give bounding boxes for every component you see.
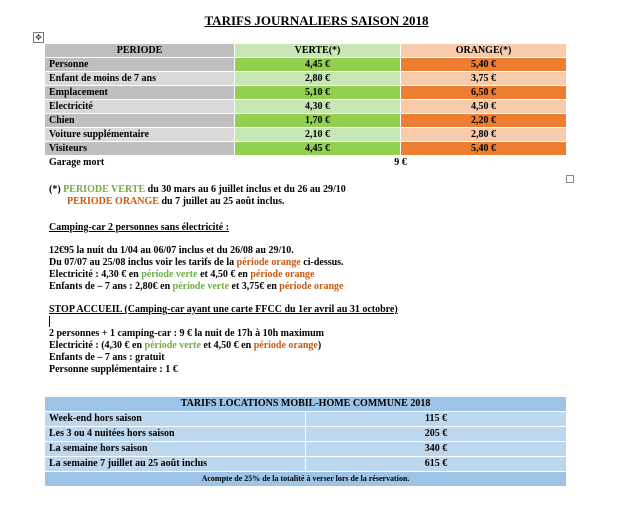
row-price: 340 € [306, 442, 567, 457]
page-title: TARIFS JOURNALIERS SAISON 2018 [204, 13, 429, 28]
rates-header-row [45, 44, 567, 58]
camping-car-line-1: 12€95 la nuit du 1/04 au 06/07 inclus et du 26/08 au 29/10. [49, 245, 294, 256]
periode-orange-ref: période orange [253, 340, 318, 351]
stop-accueil-line-3: Enfants de – 7 ans : gratuit [49, 352, 165, 363]
verte-price: 4,45 € [235, 58, 401, 72]
garage-label: Garage mort [45, 156, 235, 170]
row-price: 615 € [306, 457, 567, 472]
table-row [45, 427, 567, 442]
table-row [45, 142, 567, 156]
table-row [45, 412, 567, 427]
row-label: La semaine 7 juillet au 25 août inclus [45, 457, 306, 472]
camping-car-line-2 [49, 257, 344, 269]
text: Du 07/07 au 25/08 inclus voir les tarifs de la [49, 257, 237, 268]
periode-verte-label: PERIODE VERTE [63, 184, 146, 195]
row-label: Emplacement [45, 86, 235, 100]
text: ci-dessus. [300, 257, 344, 268]
row-label: Enfant de moins de 7 ans [45, 72, 235, 86]
table-row [45, 128, 567, 142]
header-periode: PERIODE [45, 44, 235, 58]
periode-orange-ref: période orange [279, 281, 344, 292]
row-price: 205 € [306, 427, 567, 442]
verte-price: 5,10 € [235, 86, 401, 100]
row-label: Visiteurs [45, 142, 235, 156]
table-row [45, 58, 567, 72]
stop-accueil-line-2 [49, 340, 321, 352]
camping-car-line-3 [49, 269, 315, 281]
garage-row [45, 156, 567, 170]
header-orange: ORANGE(*) [401, 44, 567, 58]
periode-orange-dates: du 7 juillet au 25 août inclus. [158, 196, 285, 207]
text: et 4,50 € en [200, 340, 254, 351]
stop-accueil-heading: STOP ACCUEIL (Camping-car ayant une carte FFCC du 1er avril au 31 octobre) [49, 304, 398, 315]
row-label: Chien [45, 114, 235, 128]
table-row [45, 72, 567, 86]
text: Enfants de – 7 ans : 2,80€ en [49, 281, 173, 292]
table-resize-handle[interactable] [566, 175, 574, 183]
periode-orange-ref: période orange [250, 269, 315, 280]
deposit-note: Acompte de 25% de la totalité à verser lors de la réservation. [45, 472, 567, 487]
row-label: Personne [45, 58, 235, 72]
table-row [45, 86, 567, 100]
periode-orange-label: PERIODE ORANGE [67, 196, 159, 207]
verte-price: 1,70 € [235, 114, 401, 128]
text-cursor [49, 316, 50, 327]
table-row [45, 457, 567, 472]
period-prefix: (*) [49, 184, 64, 195]
row-label: Les 3 ou 4 nuitées hors saison [45, 427, 306, 442]
text: et 4,50 € en [197, 269, 251, 280]
mobil-home-footer-row [45, 472, 567, 487]
text: ) [317, 340, 322, 351]
periode-verte-dates: du 30 mars au 6 juillet inclus et du 26 au 29/10 [145, 184, 346, 195]
header-verte: VERTE(*) [235, 44, 401, 58]
mobil-home-table [44, 396, 567, 487]
text: Electricité : 4,30 € en [49, 269, 142, 280]
daily-rates-table [44, 43, 567, 170]
stop-accueil-line-1: 2 personnes + 1 camping-car : 9 € la nuit de 17h à 10h maximum [49, 328, 324, 339]
orange-price: 2,80 € [401, 128, 567, 142]
row-label: La semaine hors saison [45, 442, 306, 457]
periode-orange-ref: période orange [236, 257, 301, 268]
mobil-home-header-row [45, 397, 567, 412]
garage-price: 9 € [235, 156, 567, 170]
verte-price: 2,80 € [235, 72, 401, 86]
periode-verte-ref: période verte [172, 281, 230, 292]
orange-price: 5,40 € [401, 58, 567, 72]
orange-price: 5,40 € [401, 142, 567, 156]
verte-price: 2,10 € [235, 128, 401, 142]
verte-price: 4,45 € [235, 142, 401, 156]
orange-price: 2,20 € [401, 114, 567, 128]
table-row [45, 114, 567, 128]
table-row [45, 100, 567, 114]
text: et 3,75€ en [229, 281, 280, 292]
camping-car-line-4 [49, 281, 343, 293]
orange-price: 3,75 € [401, 72, 567, 86]
mobil-home-heading: TARIFS LOCATIONS MOBIL-HOME COMMUNE 2018 [45, 397, 567, 412]
row-label: Voiture supplémentaire [45, 128, 235, 142]
verte-price: 4,30 € [235, 100, 401, 114]
periode-verte-ref: période verte [144, 340, 201, 351]
camping-car-heading: Camping-car 2 personnes sans électricité : [49, 222, 230, 233]
periode-verte-ref: période verte [141, 269, 198, 280]
table-move-handle-icon[interactable]: ✥ [33, 32, 44, 43]
stop-accueil-line-4: Personne supplémentaire : 1 € [49, 364, 178, 375]
table-row [45, 442, 567, 457]
row-price: 115 € [306, 412, 567, 427]
orange-price: 6,50 € [401, 86, 567, 100]
period-orange-note [67, 196, 285, 208]
row-label: Electricité [45, 100, 235, 114]
text: Electricité : (4,30 € en [49, 340, 145, 351]
period-verte-note [49, 184, 346, 196]
row-label: Week-end hors saison [45, 412, 306, 427]
orange-price: 4,50 € [401, 100, 567, 114]
